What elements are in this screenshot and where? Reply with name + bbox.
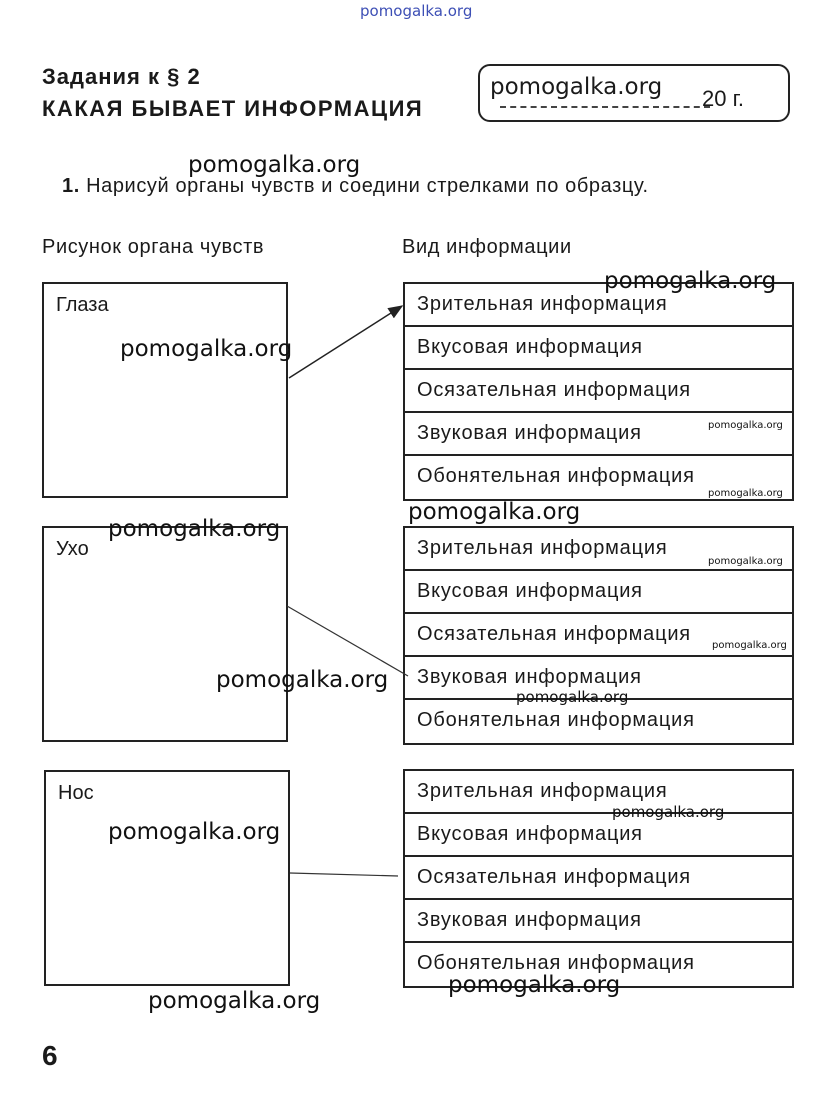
task-text: Нарисуй органы чувств и соедини стрелками по образцу. <box>86 175 649 197</box>
info-row-smell[interactable]: Обонятельная информация <box>417 709 695 731</box>
organ-label-ear: Ухо <box>56 538 89 560</box>
watermark-1: pomogalka.org <box>188 152 361 178</box>
watermark-3: pomogalka.org <box>120 336 293 362</box>
info-row-sound[interactable]: Звуковая информация <box>405 900 792 943</box>
watermark-11: pomogalka.org <box>516 688 629 706</box>
right-column-heading: Вид информации <box>402 236 572 258</box>
ear-line <box>287 606 408 676</box>
page-title: КАКАЯ БЫВАЕТ ИНФОРМАЦИЯ <box>42 96 424 121</box>
watermark-7: pomogalka.org <box>108 516 281 542</box>
info-row-smell[interactable]: Обонятельная информация <box>417 465 695 487</box>
watermark-10: pomogalka.org <box>216 667 389 693</box>
organ-label-eyes: Глаза <box>56 294 109 316</box>
stamp-date: 20 г. <box>702 86 745 111</box>
left-column-heading: Рисунок органа чувств <box>42 236 265 258</box>
section-title: Задания к § 2 <box>42 64 201 89</box>
info-row-taste[interactable]: Вкусовая информация <box>405 571 792 614</box>
eyes-arrow <box>289 306 402 378</box>
watermark-6: pomogalka.org <box>408 499 581 525</box>
info-row-touch[interactable]: Осязательная информация <box>405 857 792 900</box>
watermark-13: pomogalka.org <box>108 819 281 845</box>
info-row-touch[interactable]: Осязательная информация <box>405 370 792 413</box>
watermark-4: pomogalka.org <box>708 420 783 431</box>
watermark-2: pomogalka.org <box>604 268 777 294</box>
task-number: 1. <box>62 175 80 197</box>
page-number: 6 <box>42 1040 58 1071</box>
info-row-sound[interactable]: Звуковая информация <box>405 657 792 700</box>
nose-line <box>290 873 398 876</box>
info-row-sound[interactable]: Звуковая информация <box>405 413 792 456</box>
watermark-8: pomogalka.org <box>708 556 783 567</box>
watermark-15: pomogalka.org <box>148 988 321 1014</box>
info-row-visual[interactable]: Зрительная информация <box>405 771 792 814</box>
organ-label-nose: Нос <box>58 782 94 804</box>
watermark-12: pomogalka.org <box>612 803 725 821</box>
top-watermark: pomogalka.org <box>360 2 473 20</box>
info-row-smell[interactable]: Обонятельная информация <box>417 952 695 974</box>
info-row-visual[interactable]: Зрительная информация <box>405 284 792 327</box>
info-row-taste[interactable]: Вкусовая информация <box>405 814 792 857</box>
info-row-visual[interactable]: Зрительная информация <box>405 528 792 571</box>
info-row-taste[interactable]: Вкусовая информация <box>405 327 792 370</box>
stamp-watermark: pomogalka.org <box>490 74 663 100</box>
watermark-14: pomogalka.org <box>448 972 621 998</box>
watermark-9: pomogalka.org <box>712 640 787 651</box>
watermark-5: pomogalka.org <box>708 488 783 499</box>
info-row-touch[interactable]: Осязательная информация <box>405 614 792 657</box>
